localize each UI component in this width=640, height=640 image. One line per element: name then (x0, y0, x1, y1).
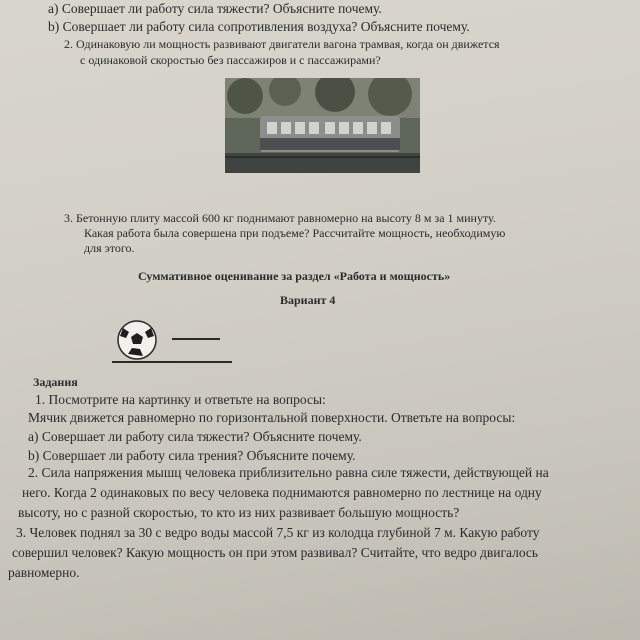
task-3-line-2: совершил человек? Какую мощность он при этом развивал? Считайте, что ведро двигалось (12, 545, 539, 560)
question-2-line-1: 2. Одинаковую ли мощность развивают двигатели вагона трамвая, когда он движется (64, 37, 500, 51)
question-3-line-3: для этого. (84, 241, 135, 255)
task-1-question-b: b) Совершает ли работу сила трения? Объясните почему. (28, 448, 356, 463)
question-2-line-2: с одинаковой скоростью без пассажиров и с пассажирами? (80, 53, 381, 67)
question-3-line-2: Какая работа была совершена при подъеме? Рассчитайте мощность, необходимую (84, 226, 506, 240)
task-3-line-1: 3. Человек поднял за 30 с ведро воды массой 7,5 кг из колодца глубиной 7 м. Какую работу (16, 525, 540, 540)
task-1-question-a: a) Совершает ли работу сила тяжести? Объясните почему. (28, 429, 362, 444)
task-3-line-3: равномерно. (8, 565, 80, 580)
top-question-b: b) Совершает ли работу сила сопротивления воздуха? Объясните почему. (48, 19, 470, 34)
tram-photo (225, 78, 420, 173)
top-question-a: a) Совершает ли работу сила тяжести? Объясните почему. (48, 1, 382, 16)
variant-label: Вариант 4 (280, 293, 336, 307)
ball-figure (110, 318, 235, 373)
task-2-line-2: него. Когда 2 одинаковых по весу человека поднимаются равномерно по лестнице на одну (22, 485, 542, 500)
question-3-line-1: 3. Бетонную плиту массой 600 кг поднимают равномерно на высоту 8 м за 1 минуту. (64, 211, 496, 225)
task-1-text: Мячик движется равномерно по горизонтальной поверхности. Ответьте на вопросы: (28, 410, 516, 425)
tasks-heading: Задания (33, 375, 78, 389)
task-2-line-3: высоту, но с разной скоростью, то кто из них развивает большую мощность? (18, 505, 460, 520)
task-2-line-1: 2. Сила напряжения мышц человека приблизительно равна силе тяжести, действующей на (28, 465, 549, 480)
task-1: 1. Посмотрите на картинку и ответьте на вопросы: (35, 392, 326, 407)
section-title: Суммативное оценивание за раздел «Работа и мощность» (138, 269, 451, 283)
